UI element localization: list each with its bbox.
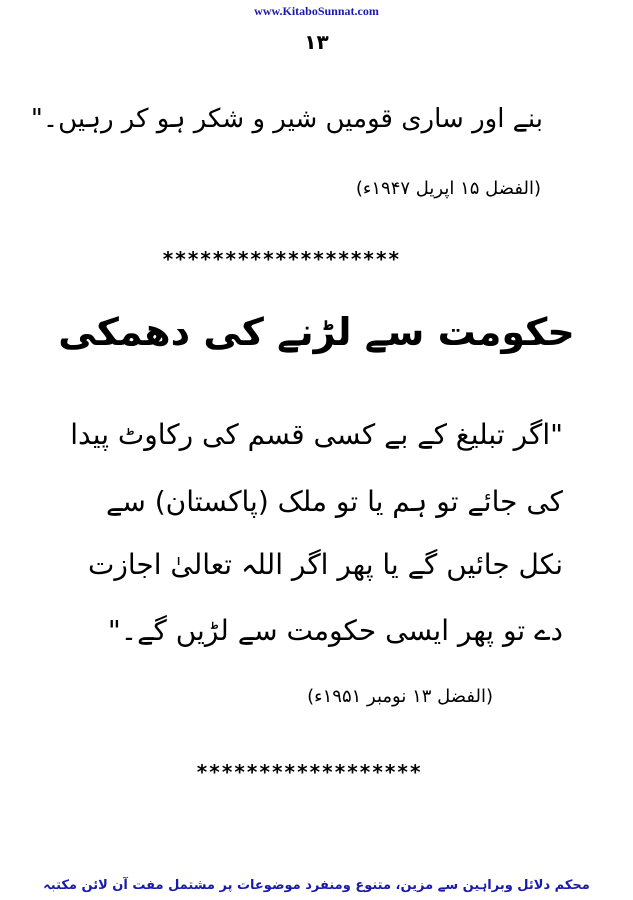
site-url-link[interactable]: www.KitaboSunnat.com bbox=[254, 4, 379, 18]
quote-line-4: دے تو پھر ایسی حکومت سے لڑیں گے۔" bbox=[107, 614, 563, 647]
page-number: ١٣ bbox=[304, 30, 329, 54]
quote-line-3: نکل جائیں گے یا پھر اگر اللہ تعالیٰ اجازت bbox=[87, 548, 563, 581]
section-heading: حکومت سے لڑنے کی دھمکی bbox=[58, 310, 575, 354]
separator-stars-1: ******************* bbox=[162, 247, 401, 271]
quote-line-1: "اگر تبلیغ کے بے کسی قسم کی رکاوٹ پیدا bbox=[70, 418, 563, 451]
reference-citation-2: (الفضل ۱۳ نومبر ۱۹۵۱ء) bbox=[307, 686, 493, 707]
quote-ending-line: بنے اور ساری قومیں شیر و شکر ہو کر رہیں۔" bbox=[30, 104, 543, 134]
separator-stars-2: ****************** bbox=[196, 760, 422, 784]
quote-line-2: کی جائے تو ہم یا تو ملک (پاکستان) سے bbox=[105, 485, 563, 518]
footer-tagline: محکم دلائل وبراہین سے مزین، متنوع ومنفرد موضوعات پر مشتمل مفت آن لائن مکتبہ bbox=[43, 878, 590, 893]
reference-citation-1: (الفضل ۱۵ اپریل ۱۹۴۷ء) bbox=[355, 178, 541, 199]
